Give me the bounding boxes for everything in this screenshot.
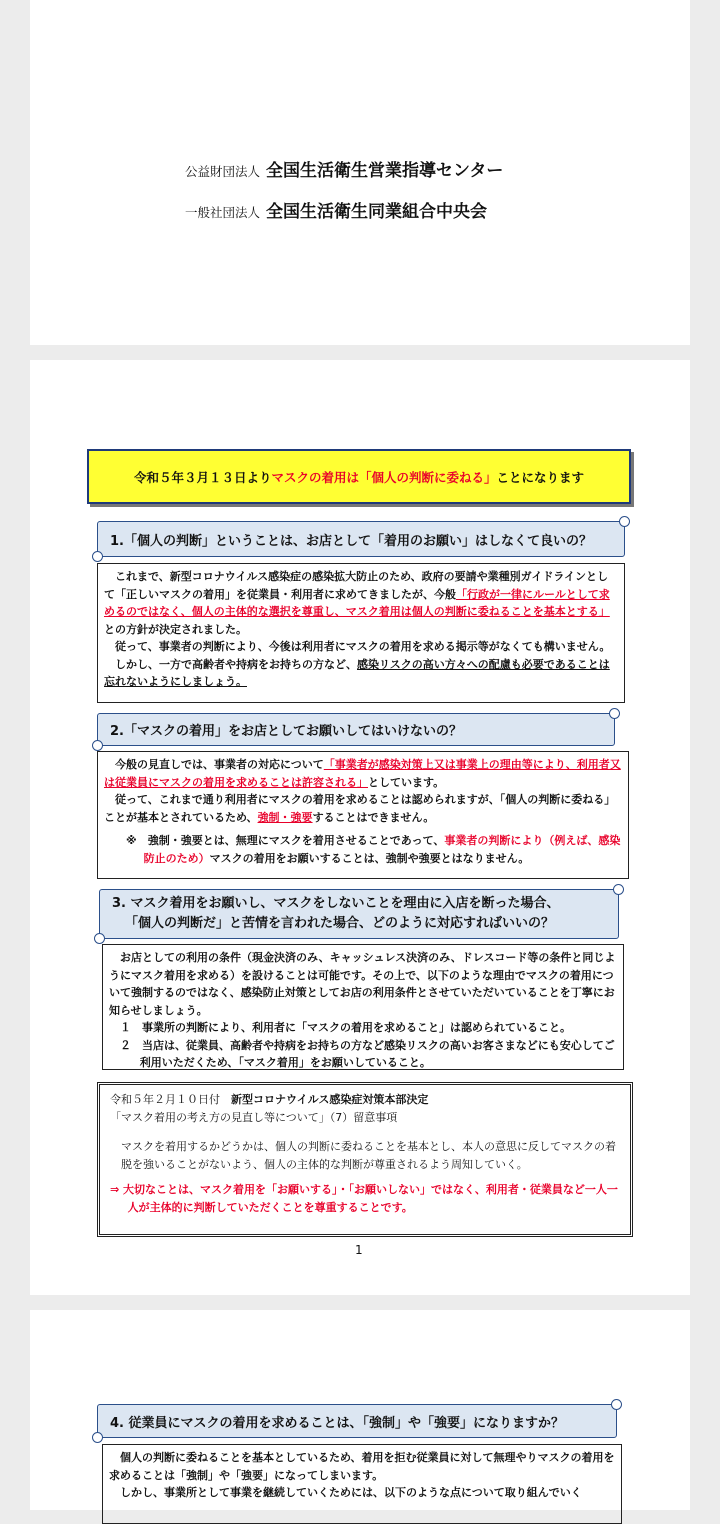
quote-org: 新型コロナウイルス感染症対策本部決定 bbox=[231, 1093, 429, 1106]
quote-date: 令和５年２月１０日付 bbox=[110, 1093, 220, 1106]
q2-text-1: 今般の見直しでは、事業者の対応について bbox=[115, 758, 324, 771]
q2-title: 2.「マスクの着用」をお店としてお願いしてはいけないの？ bbox=[110, 724, 462, 739]
q1-text-1: これまで、新型コロナウイルス感染症の感染拡大防止のため、政府の要請や業種別ガイドラインとして「正しいマスクの着用」を従業員・利用者に求めてきましたが、今般 bbox=[104, 570, 609, 601]
q4-answer-box bbox=[102, 1444, 622, 1524]
q3-text-1: お店としての利用の条件（現金決済のみ、キャッシュレス決済のみ、ドレスコード等の条件と同じようにマスク着用を求める）を設けることは可能です。その上で、以下のような理由でマスクの着用について強制するのではなく、感染防止対策としてお店の利用条件とさせていただいていることを丁寧にお知らせしましょう。 bbox=[109, 951, 616, 1017]
document-page-2 bbox=[30, 360, 690, 1295]
policy-quote-box bbox=[97, 1082, 633, 1237]
document-page-1 bbox=[30, 0, 690, 345]
q4-text-1: 個人の判断に委ねることを基本としているため、着用を拒む従業員に対して無理やりマスクの着用を求めることは「強制」や「強要」になってしまいます。 bbox=[109, 1451, 615, 1482]
banner-text-1: 令和５年３月１３日より bbox=[133, 469, 272, 485]
q1-text-2: との方針が決定されました。 bbox=[104, 622, 247, 636]
org-line-1 bbox=[185, 156, 503, 181]
document-page-3 bbox=[30, 1310, 690, 1510]
q1-title: 1.「個人の判断」ということは、お店として「着用のお願い」はしなくて良いの？ bbox=[110, 533, 592, 549]
org2-name: 全国生活衛生同業組合中央会 bbox=[266, 202, 488, 222]
quote-body: マスクを着用するかどうかは、個人の判断に委ねることを基本とし、本人の意思に反してマスクの着脱を強いることがないよう、個人の主体的な判断が尊重されるよう周知していく。 bbox=[121, 1140, 616, 1171]
banner-text-3: ことになります bbox=[496, 469, 585, 485]
headline-banner bbox=[87, 449, 631, 504]
q4-heading bbox=[97, 1404, 617, 1438]
quote-header bbox=[110, 1091, 620, 1109]
q1-answer-box bbox=[97, 563, 625, 703]
q3-item-1: １ 事業所の判断により、利用者に「マスクの着用を求めること」は認められていること。 bbox=[120, 1021, 571, 1034]
org-line-2 bbox=[185, 197, 487, 222]
q2-note-2: マスクの着用をお願いすることは、強制や強要とはなりません。 bbox=[209, 851, 530, 865]
q2-note-highlight: 事業者の判断により（例えば、感染防止のため） bbox=[143, 834, 621, 865]
q3-item-2: ２ 当店は、従業員、高齢者や持病をお持ちの方など感染リスクの高いお客さまなどにも安心してご利用いただくため、「マスク着用」をお願いしていること。 bbox=[120, 1038, 615, 1069]
q2-note-1: ※ 強制・強要とは、無理にマスクを着用させることであって、 bbox=[126, 834, 445, 847]
q2-text-4: することはできません。 bbox=[312, 810, 435, 824]
q2-answer-box bbox=[97, 751, 629, 879]
q2-heading bbox=[97, 713, 615, 746]
q2-highlight: 「事業者が感染対策上又は事業上の理由等により、利用者又は従業員にマスクの着用を求めることは許容される」 bbox=[104, 758, 621, 789]
org2-prefix: 一般社団法人 bbox=[185, 205, 261, 220]
banner-text-2: マスクの着用は「個人の判断に委ねる」 bbox=[271, 469, 497, 485]
q2-text-2: としています。 bbox=[368, 775, 445, 789]
quote-conclusion: ⇒ 大切なことは、マスク着用を「お願いする」・「お願いしない」ではなく、利用者・従業員など一人一人が主体的に判断していただくことを尊重することです。 bbox=[110, 1183, 618, 1214]
q2-text-3: 従って、これまで通り利用者にマスクの着用を求めることは認められますが、「個人の判断に委ねる」ことが基本とされているため、 bbox=[104, 793, 616, 824]
org1-name: 全国生活衛生営業指導センター bbox=[266, 161, 504, 181]
q1-text-3: 従って、事業者の判断により、今後は利用者にマスクの着用を求める掲示等がなくても構いません。 bbox=[115, 640, 611, 653]
q3-title-2: 「個人の判断だ」と苦情を言われた場合、どのように対応すればいいの？ bbox=[125, 916, 555, 931]
q1-text-5: 感染リスクの高い方々への配慮も必要であることは忘れないようにしましょう。 bbox=[104, 657, 610, 688]
q3-answer-box bbox=[102, 944, 624, 1070]
org1-prefix: 公益財団法人 bbox=[185, 164, 261, 179]
q4-title: 4. 従業員にマスクの着用を求めることは、「強制」や「強要」になりますか？ bbox=[110, 1415, 565, 1431]
q3-heading bbox=[99, 889, 619, 939]
q4-text-2: しかし、事業所として事業を継続していくためには、以下のような点について取り組んでいく bbox=[120, 1486, 582, 1499]
q1-text-4: しかし、一方で高齢者や持病をお持ちの方など、 bbox=[115, 657, 357, 671]
q1-heading bbox=[97, 521, 625, 557]
q1-highlight: 「行政が一律にルールとして求めるのではなく、個人の主体的な選択を尊重し、マスク着用は個人の判断に委ねることを基本とする」 bbox=[104, 587, 610, 618]
page-number: 1 bbox=[355, 1243, 363, 1257]
q2-coercion: 強制・強要 bbox=[257, 810, 313, 824]
quote-subtitle: 「マスク着用の考え方の見直し等について」（7）留意事項 bbox=[110, 1110, 398, 1124]
q3-title-1: 3. マスク着用をお願いし、マスクをしないことを理由に入店を断った場合、 bbox=[112, 896, 560, 911]
